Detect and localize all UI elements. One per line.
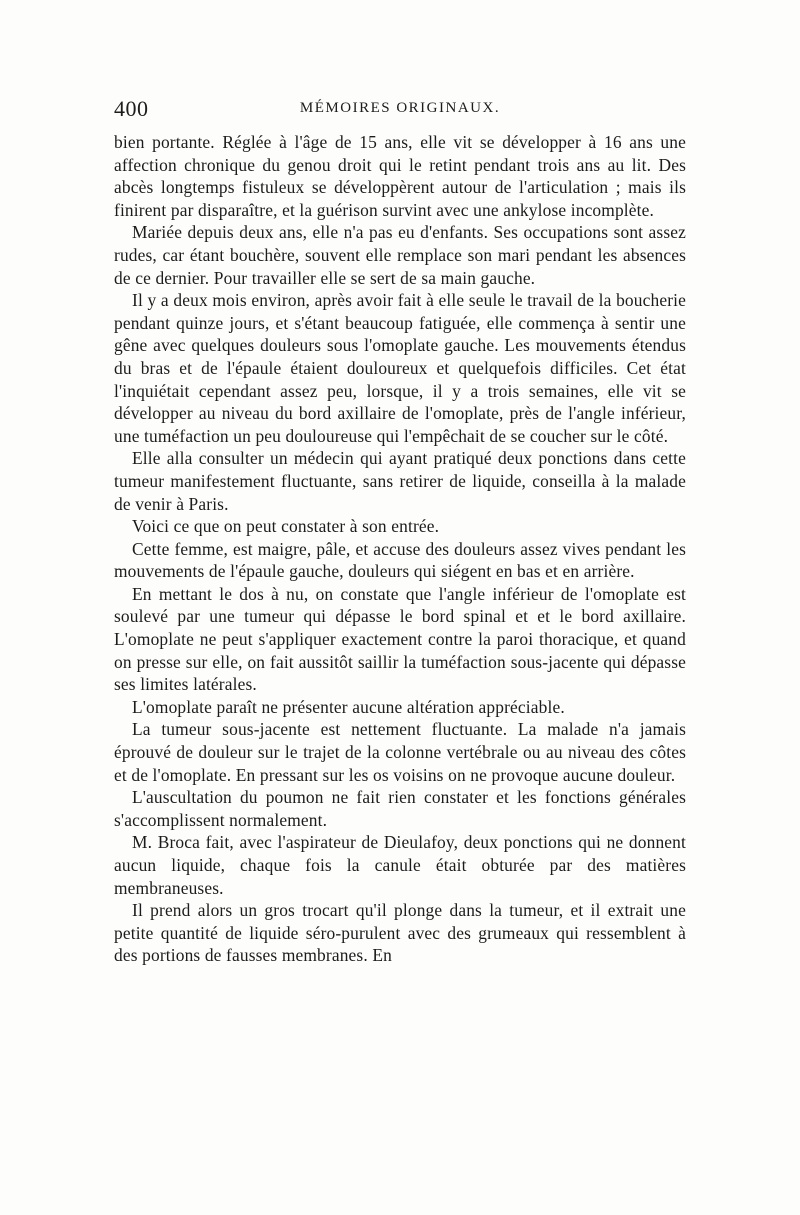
- paragraph: Voici ce que on peut constater à son entrée.: [132, 516, 440, 537]
- running-title: MÉMOIRES ORIGINAUX.: [299, 100, 501, 116]
- paragraph: Il prend alors un gros trocart qu'il plonge dans la tumeur, et il extrait une petite quantité de liquide séro-purulent avec des grumeaux qui ressemblent à des portions de fausses membranes. En: [114, 900, 686, 966]
- paragraph: Elle alla consulter un médecin qui ayant pratiqué deux ponctions dans cette tumeur manifestement fluctuante, sans retirer de liquide, conseilla à la malade de venir à Paris.: [114, 448, 686, 514]
- paragraph: L'auscultation du poumon ne fait rien constater et les fonctions générales s'accomplissent normalement.: [114, 787, 686, 830]
- paragraph: En mettant le dos à nu, on constate que l'angle inférieur de l'omoplate est soulevé par une tumeur qui dépasse le bord spinal et et le bord axillaire. L'omoplate ne peut s'appliquer exactement contre la paroi thoracique, et quand on presse sur elle, on fait aussitôt saillir la tuméfaction sous-jacente qui dépasse ses limites latérales.: [114, 583, 686, 695]
- body-text: [114, 131, 686, 967]
- paragraph: L'omoplate paraît ne présenter aucune altération appréciable.: [132, 696, 565, 717]
- page-number: 400: [114, 96, 149, 121]
- paragraph: Cette femme, est maigre, pâle, et accuse des douleurs assez vives pendant les mouvements de l'épaule gauche, douleurs qui siégent en bas et en arrière.: [114, 538, 686, 582]
- running-head: [114, 96, 686, 126]
- paragraph: M. Broca fait, avec l'aspirateur de Dieulafoy, deux ponctions qui ne donnent aucun liquide, chaque fois la canule était obturée par des matières membraneuses.: [114, 832, 686, 898]
- paragraph: bien portante. Réglée à l'âge de 15 ans, elle vit se développer à 16 ans une affection chronique du genou droit qui le retint pendant trois ans au lit. Des abcès longtemps fistuleux se développèrent autour de l'articulation ; mais ils finirent par disparaître, et la guérison survint avec une ankylose incomplète.: [114, 132, 686, 220]
- paragraph: Mariée depuis deux ans, elle n'a pas eu d'enfants. Ses occupations sont assez rudes, car étant bouchère, souvent elle remplace son mari pendant les absences de ce dernier. Pour travailler elle se sert de sa main gauche.: [114, 222, 686, 288]
- paragraph: Il y a deux mois environ, après avoir fait à elle seule le travail de la boucherie pendant quinze jours, et s'étant beaucoup fatiguée, elle commença à sentir une gêne avec quelques douleurs sous l'omoplate gauche. Les mouvements étendus du bras et de l'épaule étaient douloureux et quelquefois difficiles. Cet état l'inquiétait cependant assez peu, lorsque, il y a trois semaines, elle vit se développer au niveau du bord axillaire de l'omoplate, près de l'angle inférieur, une tuméfaction un peu douloureuse qui l'empêchait de se coucher sur le côté.: [114, 290, 686, 446]
- paragraph: La tumeur sous-jacente est nettement fluctuante. La malade n'a jamais éprouvé de douleur sur le trajet de la colonne vertébrale ou au niveau des côtes et de l'omoplate. En pressant sur les os voisins on ne provoque aucune douleur.: [114, 719, 686, 785]
